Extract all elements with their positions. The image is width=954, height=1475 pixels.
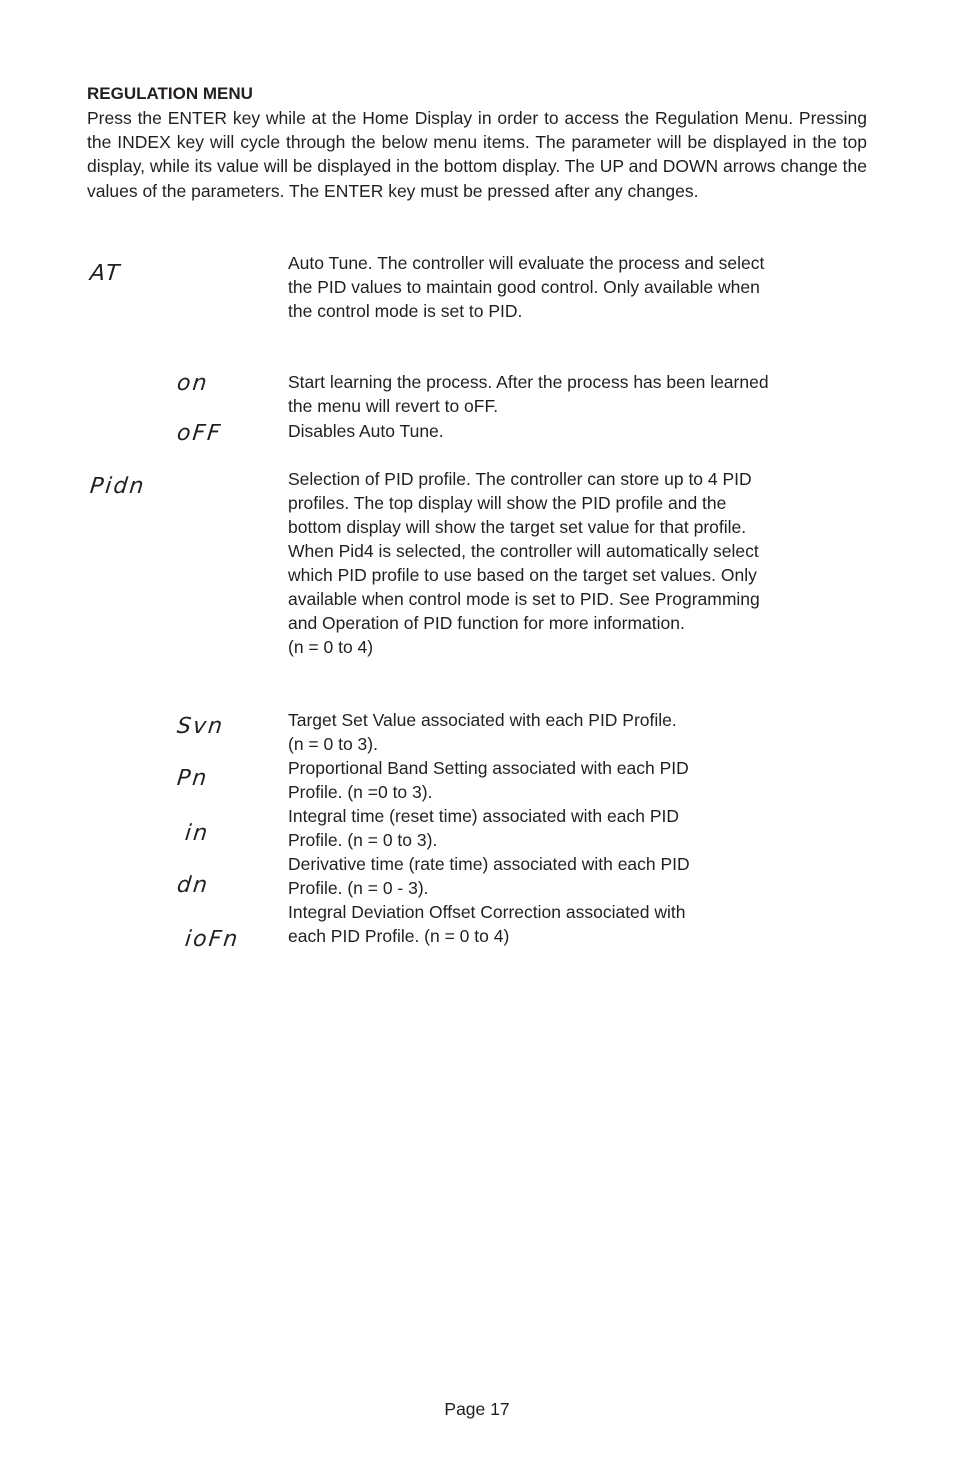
in-display-symbol: in	[183, 821, 211, 846]
in-description: Integral time (reset time) associated with each PID Profile. (n = 0 to 3).	[288, 806, 679, 850]
on-display-symbol: on	[175, 371, 210, 396]
pn-description: Proportional Band Setting associated with each PID Profile. (n =0 to 3).	[288, 758, 689, 802]
iofn-description: Integral Deviation Offset Correction associated with each PID Profile. (n = 0 to 4)	[288, 902, 686, 946]
pn-display-symbol: Pn	[175, 766, 210, 791]
iofn-display-symbol: ioFn	[183, 927, 241, 952]
svn-description: Target Set Value associated with each PID Profile. (n = 0 to 3).	[288, 710, 677, 754]
intro-paragraph: Press the ENTER key while at the Home Display in order to access the Regulation Menu. Pressing the INDEX key will cycle through the below menu items. The parameter will be displayed in the top display, while its value will be displayed in the bottom display. The UP and DOWN arrows change the values of the parameters. The ENTER key must be pressed after any changes.	[87, 108, 867, 201]
section-heading: REGULATION MENU	[87, 84, 253, 103]
at-display-symbol: AT	[88, 261, 123, 286]
pidn-display-symbol: Pidn	[88, 474, 147, 499]
page-number: Page 17	[444, 1399, 510, 1419]
dn-description: Derivative time (rate time) associated with each PID Profile. (n = 0 - 3).	[288, 854, 690, 898]
off-description: Disables Auto Tune.	[288, 421, 444, 441]
pidn-description: Selection of PID profile. The controller can store up to 4 PID profiles. The top display will show the PID profile and the bottom display will show the target set value for that profile. When Pid4 is selected, the controller will automatically select which PID profile to use based on the target set values. Only available when control mode is set to PID. See Programming and Operation of PID function for more information. (n = 0 to 4)	[288, 469, 760, 657]
dn-display-symbol: dn	[175, 873, 211, 898]
off-display-symbol: oFF	[175, 421, 224, 446]
on-description: Start learning the process. After the process has been learned the menu will revert to oFF.	[288, 372, 769, 416]
svn-display-symbol: Svn	[175, 714, 226, 739]
at-description: Auto Tune. The controller will evaluate the process and select the PID values to maintain good control. Only available when the control mode is set to PID.	[288, 253, 765, 321]
